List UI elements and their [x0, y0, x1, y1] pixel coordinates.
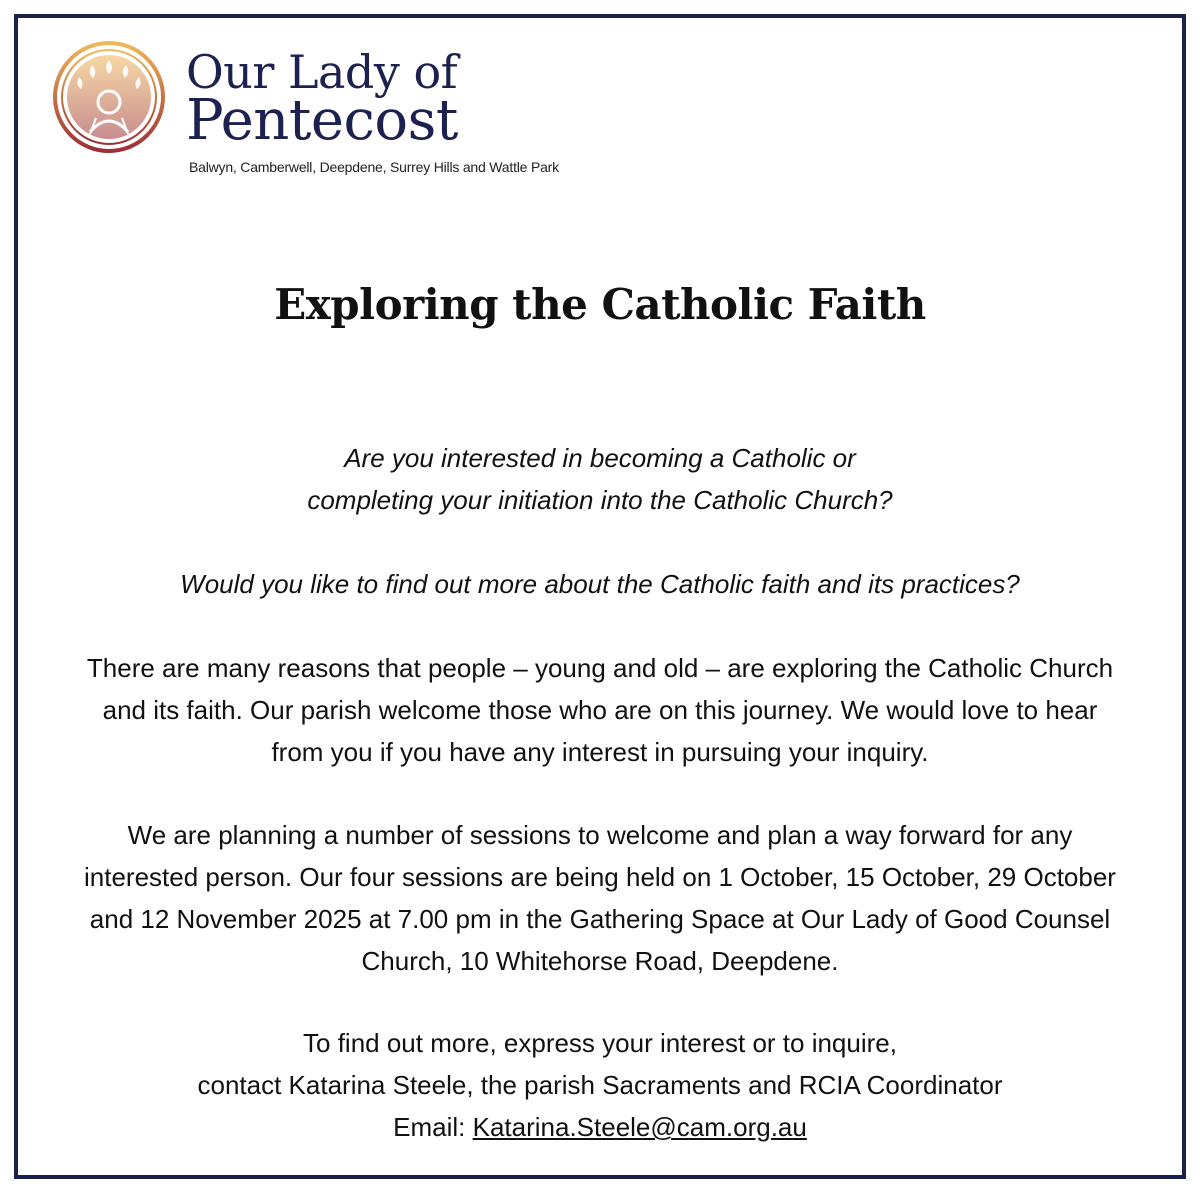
parish-name-line1: Our Lady of: [186, 45, 458, 99]
question-becoming-catholic: [40, 437, 1160, 521]
question1-line2: completing your initiation into the Catholic Church?: [307, 485, 893, 515]
paragraph-reasons: [40, 647, 1160, 773]
parish-name-line2: Pentecost: [186, 88, 458, 153]
contact-line1: To find out more, express your interest or to inquire,: [303, 1028, 897, 1058]
paragraph2-line3: and 12 November 2025 at 7.00 pm in the Gathering Space at Our Lady of Good Counsel: [89, 904, 1111, 934]
paragraph1-line2: and its faith. Our parish welcome those who are on this journey. We would love to hear: [102, 695, 1098, 725]
contact-email-line: [40, 1106, 1160, 1148]
contact-section: [40, 1022, 1160, 1148]
pentecost-flames-logo-icon: [52, 40, 166, 154]
question2-line: Would you like to find out more about the Catholic faith and its practices?: [180, 569, 1020, 599]
question-find-out-more: [40, 563, 1160, 605]
paragraph1-line3: from you if you have any interest in pursuing your inquiry.: [271, 737, 929, 767]
paragraph2-line4: Church, 10 Whitehorse Road, Deepdene.: [361, 946, 839, 976]
parish-name: [186, 45, 458, 153]
paragraph1-line1: There are many reasons that people – young and old – are exploring the Catholic Church: [86, 653, 1114, 683]
paragraph2-line2: interested person. Our four sessions are being held on 1 October, 15 October, 29 October: [84, 862, 1116, 892]
paragraph-sessions: [40, 814, 1160, 982]
parish-suburbs: Balwyn, Camberwell, Deepdene, Surrey Hills and Wattle Park: [189, 159, 559, 175]
email-link[interactable]: Katarina.Steele@cam.org.au: [472, 1112, 807, 1142]
question1-line1: Are you interested in becoming a Catholic or: [344, 443, 856, 473]
paragraph2-line1: We are planning a number of sessions to welcome and plan a way forward for any: [127, 820, 1073, 850]
contact-line2: contact Katarina Steele, the parish Sacraments and RCIA Coordinator: [197, 1070, 1003, 1100]
page-title: Exploring the Catholic Faith: [274, 280, 926, 329]
email-label: Email:: [393, 1112, 473, 1142]
